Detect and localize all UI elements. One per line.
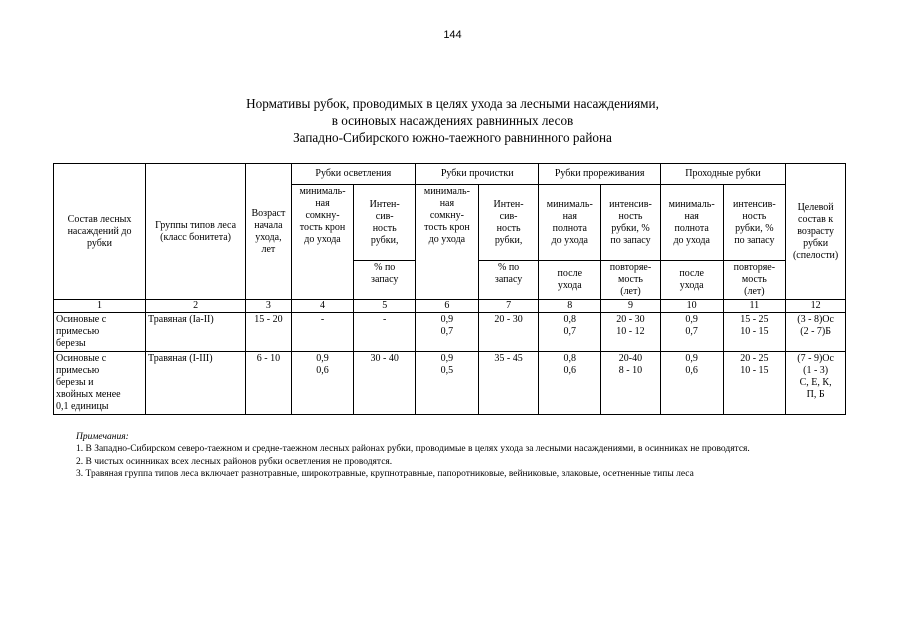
cell-osv-min: - bbox=[291, 313, 354, 352]
cell-osv-min: 0,9 0,6 bbox=[291, 352, 354, 415]
column-number: 9 bbox=[601, 300, 661, 313]
cell-prorezh-int: 20 - 30 10 - 12 bbox=[601, 313, 661, 352]
header-prorezh-min-density: минималь- ная полнота до ухода bbox=[539, 185, 601, 261]
header-prorezh-repeat: повторяе- мость (лет) bbox=[601, 261, 661, 300]
cell-prorezh-min: 0,8 0,6 bbox=[539, 352, 601, 415]
header-target-composition: Целевой состав к возрасту рубки (спелости) bbox=[786, 164, 846, 300]
column-number: 6 bbox=[416, 300, 479, 313]
column-number: 10 bbox=[660, 300, 723, 313]
cell-prohod-min: 0,9 0,7 bbox=[660, 313, 723, 352]
cell-target: (7 - 9)Ос (1 - 3) С, Е, К, П, Б bbox=[786, 352, 846, 415]
norms-table bbox=[53, 163, 846, 415]
cell-forest-type: Травяная (I-III) bbox=[146, 352, 246, 415]
page-number: 144 bbox=[443, 29, 462, 41]
header-forest-type: Группы типов леса (класс бонитета) bbox=[146, 164, 246, 300]
title-line-1: Нормативы рубок, проводимых в целях ухода за лесными насаждениями, bbox=[246, 96, 659, 111]
header-prohod-repeat: повторяе- мость (лет) bbox=[723, 261, 786, 300]
header-prohod-after-care: после ухода bbox=[660, 261, 723, 300]
column-number: 5 bbox=[354, 300, 416, 313]
table-row bbox=[54, 313, 846, 352]
column-number: 3 bbox=[246, 300, 292, 313]
cell-composition: Осиновые с примесью березы bbox=[54, 313, 146, 352]
cell-start-age: 15 - 20 bbox=[246, 313, 292, 352]
header-osv-intensity: Интен- сив- ность рубки, bbox=[354, 185, 416, 261]
cell-prohod-int: 20 - 25 10 - 15 bbox=[723, 352, 786, 415]
column-number: 11 bbox=[723, 300, 786, 313]
cell-prohod-min: 0,9 0,6 bbox=[660, 352, 723, 415]
header-start-age: Возраст начала ухода, лет bbox=[246, 164, 292, 300]
table-row bbox=[54, 352, 846, 415]
cell-target: (3 - 8)Ос (2 - 7)Б bbox=[786, 313, 846, 352]
header-proch-min-closure: минималь- ная сомкну- тость крон до ухода bbox=[416, 185, 479, 300]
header-group-prorezhivanie: Рубки прореживания bbox=[539, 164, 660, 185]
title-line-2: в осиновых насаждениях равнинных лесов bbox=[331, 113, 574, 128]
cell-prorezh-min: 0,8 0,7 bbox=[539, 313, 601, 352]
note-item: 1. В Западно-Сибирском северо-таежном и средне-таежном лесных районах рубки, проводимые в целях ухода за лесными насаждениями, в осинниках не проводятся. bbox=[76, 444, 750, 455]
cell-proch-min: 0,9 0,5 bbox=[416, 352, 479, 415]
cell-proch-int: 35 - 45 bbox=[478, 352, 539, 415]
header-row-groups bbox=[54, 164, 846, 185]
title-line-3: Западно-Сибирского южно-таежного равнинного района bbox=[293, 130, 612, 145]
note-item: 2. В чистых осинниках всех лесных районов рубки осветления не проводятся. bbox=[76, 456, 393, 467]
header-prorezh-after-care: после ухода bbox=[539, 261, 601, 300]
cell-proch-min: 0,9 0,7 bbox=[416, 313, 479, 352]
cell-proch-int: 20 - 30 bbox=[478, 313, 539, 352]
header-proch-intensity-unit: % по запасу bbox=[478, 261, 539, 300]
note-item: 3. Травяная группа типов леса включает разнотравные, широкотравные, крупнотравные, папоротниковые, вейниковые, злаковые, осетненные типы леса bbox=[76, 469, 694, 480]
column-number: 2 bbox=[146, 300, 246, 313]
cell-osv-int: - bbox=[354, 313, 416, 352]
header-composition: Состав лесных насаждений до рубки bbox=[54, 164, 146, 300]
header-group-prochistka: Рубки прочистки bbox=[416, 164, 539, 185]
notes-title: Примечания: bbox=[76, 432, 129, 442]
header-osv-intensity-unit: % по запасу bbox=[354, 261, 416, 300]
header-group-prohodnye: Проходные рубки bbox=[660, 164, 785, 185]
cell-start-age: 6 - 10 bbox=[246, 352, 292, 415]
column-number: 1 bbox=[54, 300, 146, 313]
header-prohod-min-density: минималь- ная полнота до ухода bbox=[660, 185, 723, 261]
column-number: 12 bbox=[786, 300, 846, 313]
column-number: 7 bbox=[478, 300, 539, 313]
header-prorezh-intensity: интенсив- ность рубки, % по запасу bbox=[601, 185, 661, 261]
cell-forest-type: Травяная (Ia-II) bbox=[146, 313, 246, 352]
header-prohod-intensity: интенсив- ность рубки, % по запасу bbox=[723, 185, 786, 261]
column-number: 4 bbox=[291, 300, 354, 313]
notes bbox=[76, 431, 876, 481]
cell-composition: Осиновые с примесью березы и хвойных менее 0,1 единицы bbox=[54, 352, 146, 415]
header-group-osvetlenie: Рубки осветления bbox=[291, 164, 415, 185]
table-title bbox=[0, 95, 905, 146]
cell-osv-int: 30 - 40 bbox=[354, 352, 416, 415]
header-proch-intensity: Интен- сив- ность рубки, bbox=[478, 185, 539, 261]
cell-prohod-int: 15 - 25 10 - 15 bbox=[723, 313, 786, 352]
column-number-row bbox=[54, 300, 846, 313]
cell-prorezh-int: 20-40 8 - 10 bbox=[601, 352, 661, 415]
column-number: 8 bbox=[539, 300, 601, 313]
header-osv-min-closure: минималь- ная сомкну- тость крон до ухода bbox=[291, 185, 354, 300]
